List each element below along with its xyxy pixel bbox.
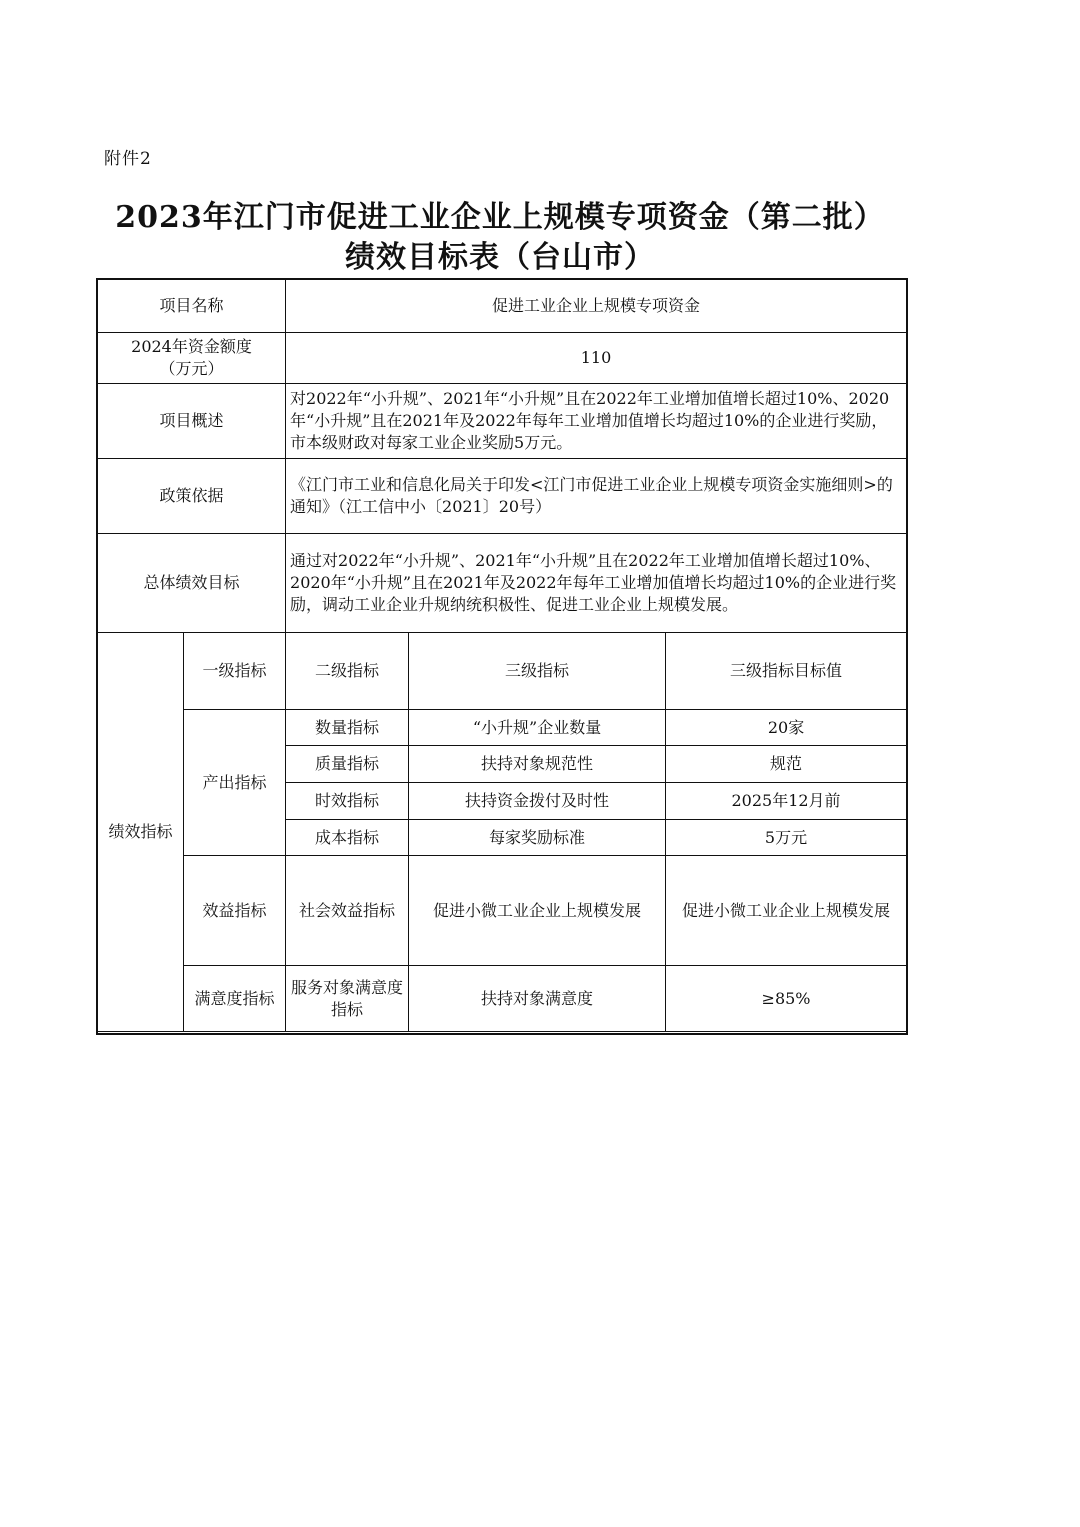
level3-cell: 每家奖励标准 bbox=[409, 820, 666, 856]
document-title-line1: 2023年江门市促进工业企业上规模专项资金（第二批） bbox=[115, 200, 885, 235]
level3-cell: 扶持对象满意度 bbox=[409, 966, 666, 1032]
overview-value: 对2022年“小升规”、2021年“小升规”且在2022年工业增加值增长超过10%、2020年“小升规”且在2021年及2022年每年工业增加值增长均超过10%的企业进行奖励，市本级财政对每家工业企业奖励5万元。 bbox=[286, 384, 907, 459]
table-row bbox=[98, 534, 907, 633]
attachment-label: 附件2 bbox=[104, 149, 152, 169]
header-target: 三级指标目标值 bbox=[666, 633, 907, 710]
table-row bbox=[98, 384, 907, 459]
header-level1: 一级指标 bbox=[184, 633, 286, 710]
benefit-indicator-label: 效益指标 bbox=[184, 856, 286, 966]
level2-cell: 数量指标 bbox=[286, 710, 409, 746]
level2-cell: 质量指标 bbox=[286, 746, 409, 783]
fund-amount-label bbox=[98, 333, 286, 384]
fund-amount-value: 110 bbox=[286, 333, 907, 384]
overview-label: 项目概述 bbox=[98, 384, 286, 459]
table-row bbox=[98, 333, 907, 384]
indicators-section-label: 绩效指标 bbox=[98, 633, 184, 1032]
output-indicator-label: 产出指标 bbox=[184, 710, 286, 856]
table-row bbox=[98, 966, 907, 1032]
target-cell: 20家 bbox=[666, 710, 907, 746]
level2-cell: 社会效益指标 bbox=[286, 856, 409, 966]
level3-cell: 扶持对象规范性 bbox=[409, 746, 666, 783]
table-row bbox=[98, 280, 907, 333]
table-row bbox=[98, 856, 907, 966]
project-name-value: 促进工业企业上规模专项资金 bbox=[286, 280, 907, 333]
level3-cell: 促进小微工业企业上规模发展 bbox=[409, 856, 666, 966]
table-row bbox=[98, 710, 907, 746]
header-level3: 三级指标 bbox=[409, 633, 666, 710]
project-name-label: 项目名称 bbox=[98, 280, 286, 333]
target-cell: 5万元 bbox=[666, 820, 907, 856]
performance-target-table bbox=[97, 279, 907, 1032]
indicator-header-row bbox=[98, 633, 907, 710]
overall-goal-value: 通过对2022年“小升规”、2021年“小升规”且在2022年工业增加值增长超过10%、2020年“小升规”且在2021年及2022年每年工业增加值增长均超过10%的企业进行奖励，调动工业企业升规纳统积极性、促进工业企业上规模发展。 bbox=[286, 534, 907, 633]
target-cell: ≥85% bbox=[666, 966, 907, 1032]
fund-amount-label-line1: 2024年资金额度 bbox=[131, 337, 252, 356]
satisfaction-indicator-label: 满意度指标 bbox=[184, 966, 286, 1032]
level3-cell: 扶持资金拨付及时性 bbox=[409, 783, 666, 820]
target-cell: 促进小微工业企业上规模发展 bbox=[666, 856, 907, 966]
fund-amount-label-line2: （万元） bbox=[159, 359, 224, 378]
policy-basis-label: 政策依据 bbox=[98, 459, 286, 534]
header-level2: 二级指标 bbox=[286, 633, 409, 710]
document-title-line2: 绩效目标表（台山市） bbox=[345, 240, 655, 275]
target-cell: 规范 bbox=[666, 746, 907, 783]
level2-cell: 成本指标 bbox=[286, 820, 409, 856]
level2-cell: 服务对象满意度指标 bbox=[286, 966, 409, 1032]
level3-cell: “小升规”企业数量 bbox=[409, 710, 666, 746]
table-row bbox=[98, 459, 907, 534]
level2-cell: 时效指标 bbox=[286, 783, 409, 820]
overall-goal-label: 总体绩效目标 bbox=[98, 534, 286, 633]
target-cell: 2025年12月前 bbox=[666, 783, 907, 820]
policy-basis-value: 《江门市工业和信息化局关于印发<江门市促进工业企业上规模专项资金实施细则>的通知》（江工信中小〔2021〕20号） bbox=[286, 459, 907, 534]
